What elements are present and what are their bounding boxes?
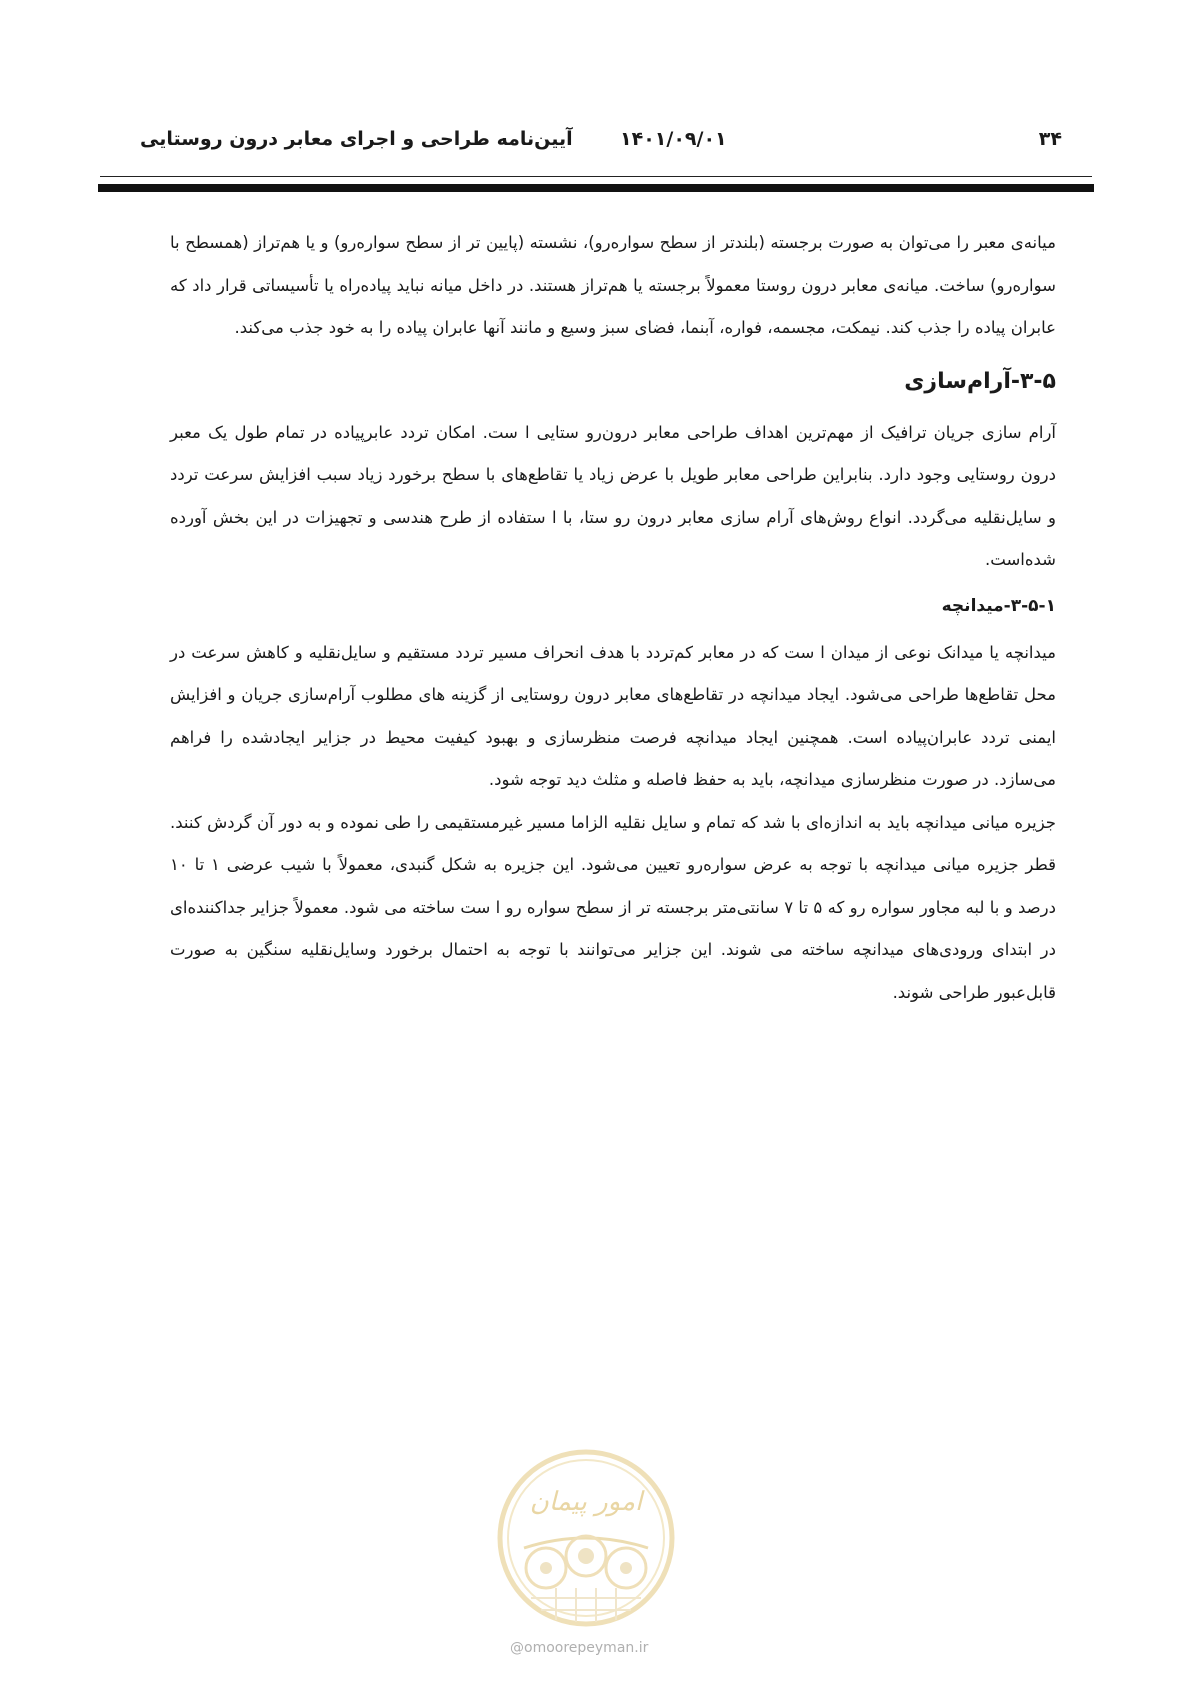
header-divider-thin xyxy=(100,176,1092,177)
paragraph-central-island: جزیره میانی میدانچه باید به اندازه‌ای با شد که تمام و سایل نقلیه الزاما مسیر غیرمستقیمی را طی نموده و به دور آن گردش کنند. قطر جزیره میانی میدانچه با توجه به عرض سواره‌رو تعیین می‌شود. این جزیره به شکل گنبدی، معمولاً با شیب عرضی ۱ تا ۱۰ درصد و با لبه مجاور سواره رو که ۵ تا ۷ سانتی‌متر برجسته تر از سطح سواره رو ا ست ساخته می شود. معمولاً جزایر جداکننده‌ای در ابتدای ورودی‌های میدانچه ساخته می شوند. این جزایر می‌توانند با توجه به احتمال برخورد وسایل‌نقلیه سنگین به صورت قابل‌عبور طراحی شوند. xyxy=(170,812,1057,1002)
header-divider-thick xyxy=(98,184,1094,192)
subsection-heading-mini-roundabout: ۳-۵-۱-میدانچه xyxy=(941,595,1056,616)
watermark-logo xyxy=(496,1448,676,1628)
header-date: ۱۴۰۱/۰۹/۰۱ xyxy=(620,128,727,150)
section-heading-traffic-calming: ۳-۵-آرام‌سازی xyxy=(904,368,1056,394)
paragraph-mini-roundabout: میدانچه یا میدانک نوعی از میدان ا ست که در معابر کم‌تردد با هدف انحراف مسیر تردد مستقیم و سایل‌نقلیه و کاهش سرعت در محل تقاطع‌ها طراحی می‌شود. ایجاد میدانچه در تقاطع‌های معابر درون روستایی از گزینه های مطلوب آرام‌سازی جریان و افزایش ایمنی تردد عابران‌پیاده است. همچنین ایجاد میدانچه فرصت منظرسازی و بهبود کیفیت محیط در جزایر ایجادشده را فراهم می‌سازد. در صورت منظرسازی میدانچه، باید به حفظ فاصله و مثلث دید توجه شود. xyxy=(170,642,1056,789)
watermark-site: @omoorepeyman.ir xyxy=(510,1640,649,1656)
paragraph-median: میانه‌ی معبر را می‌توان به صورت برجسته (بلندتر از سطح سواره‌رو)، نشسته (پایین تر از سطح سواره‌رو) و یا هم‌تراز (همسطح با سواره‌رو) ساخت. میانه‌ی معابر درون روستا معمولاً برجسته یا هم‌تراز هستند. در داخل میانه نباید پیاده‌راه یا تأسیساتی قرار داد که عابران پیاده را جذب کند. نیمکت، مجسمه، فواره، آبنما، فضای سبز وسیع و مانند آنها عابران پیاده را به خود جذب می‌کند. xyxy=(170,233,1056,337)
document-title: آیین‌نامه طراحی و اجرای معابر درون روستایی xyxy=(140,128,573,150)
svg-text:امور پیمان: امور پیمان xyxy=(529,1487,643,1517)
paragraph-traffic-calming: آرام سازی جریان ترافیک از مهم‌ترین اهداف طراحی معابر درون‌رو ستایی ا ست. امکان تردد عابرپیاده در تمام طول یک معبر درون روستایی وجود دارد. بنابراین طراحی معابر طویل با عرض زیاد یا تقاطع‌های با سطح برخورد زیاد سبب افزایش سرعت تردد و سایل‌نقلیه می‌گردد. انواع روش‌های آرام سازی معابر درون رو ستا، با ا ستفاده از طرح هندسی و تجهیزات در این بخش آورده شده‌است. xyxy=(170,422,1056,569)
page-number: ۳۴ xyxy=(1038,128,1062,150)
page-body xyxy=(170,222,1056,1014)
page-header xyxy=(100,128,1092,168)
